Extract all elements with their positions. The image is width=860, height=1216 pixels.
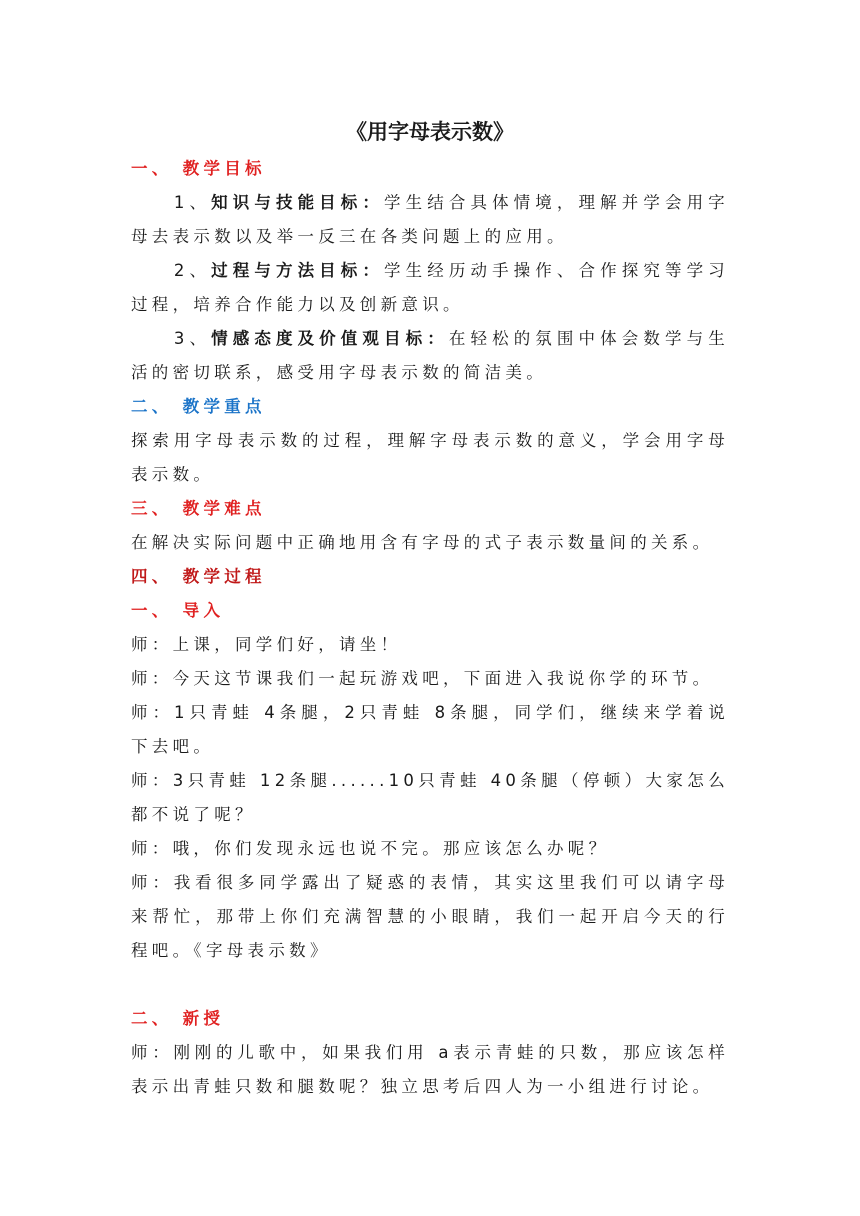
dialogue-line: 师：1只青蛙 4条腿，2只青蛙 8条腿，同学们，继续来学着说下去吧。: [131, 703, 729, 756]
subsection-heading-intro: 一、 导入: [131, 601, 225, 620]
objective-label: 情感态度及价值观目标：: [211, 329, 449, 348]
section-heading-process: 四、 教学过程: [131, 567, 266, 586]
objective-text: 在轻松的氛围中体会数学与生活的密切联系，感受用字母表示数的简洁美。: [131, 329, 729, 382]
document-title: 《用字母表示数》: [346, 119, 514, 144]
objective-num: 2、: [173, 261, 212, 280]
section-heading-difficulties: 三、 教学难点: [131, 499, 266, 518]
dialogue-line: 师：我看很多同学露出了疑惑的表情，其实这里我们可以请字母来帮忙，那带上你们充满智慧的小眼睛，我们一起开启今天的行程吧。《字母表示数》: [131, 873, 729, 960]
difficulties-text: 在解决实际问题中正确地用含有字母的式子表示数量间的关系。: [131, 533, 714, 552]
dialogue-line: 师：3只青蛙 12条腿......10只青蛙 40条腿（停顿）大家怎么都不说了呢？: [131, 771, 729, 824]
document-content: [131, 112, 729, 1104]
dialogue-line: 师：哦，你们发现永远也说不完。那应该怎么办呢？: [131, 839, 610, 858]
objective-item-2: [131, 254, 729, 322]
objective-item-1: [131, 186, 729, 254]
dialogue-line: 师：上课，同学们好，请坐！: [131, 635, 402, 654]
objective-item-3: [131, 322, 729, 390]
subsection-heading-new-lesson: 二、 新授: [131, 1009, 225, 1028]
blank-line: [131, 968, 729, 1002]
objective-num: 3、: [173, 329, 212, 348]
dialogue-line: 师：今天这节课我们一起玩游戏吧，下面进入我说你学的环节。: [131, 669, 714, 688]
section-heading-key-points: 二、 教学重点: [131, 397, 266, 416]
objective-text: 学生经历动手操作、合作探究等学习过程，培养合作能力以及创新意识。: [131, 261, 729, 314]
objective-text: 学生结合具体情境，理解并学会用字母去表示数以及举一反三在各类问题上的应用。: [131, 193, 729, 246]
key-points-text: 探索用字母表示数的过程，理解字母表示数的意义，学会用字母表示数。: [131, 431, 729, 484]
section-heading-objectives: 一、 教学目标: [131, 159, 266, 178]
objective-label: 知识与技能目标：: [211, 193, 385, 212]
dialogue-line: 师：刚刚的儿歌中，如果我们用 a表示青蛙的只数，那应该怎样表示出青蛙只数和腿数呢？独立思考后四人为一小组进行讨论。: [131, 1043, 729, 1096]
objective-label: 过程与方法目标：: [211, 261, 385, 280]
objective-num: 1、: [173, 193, 212, 212]
